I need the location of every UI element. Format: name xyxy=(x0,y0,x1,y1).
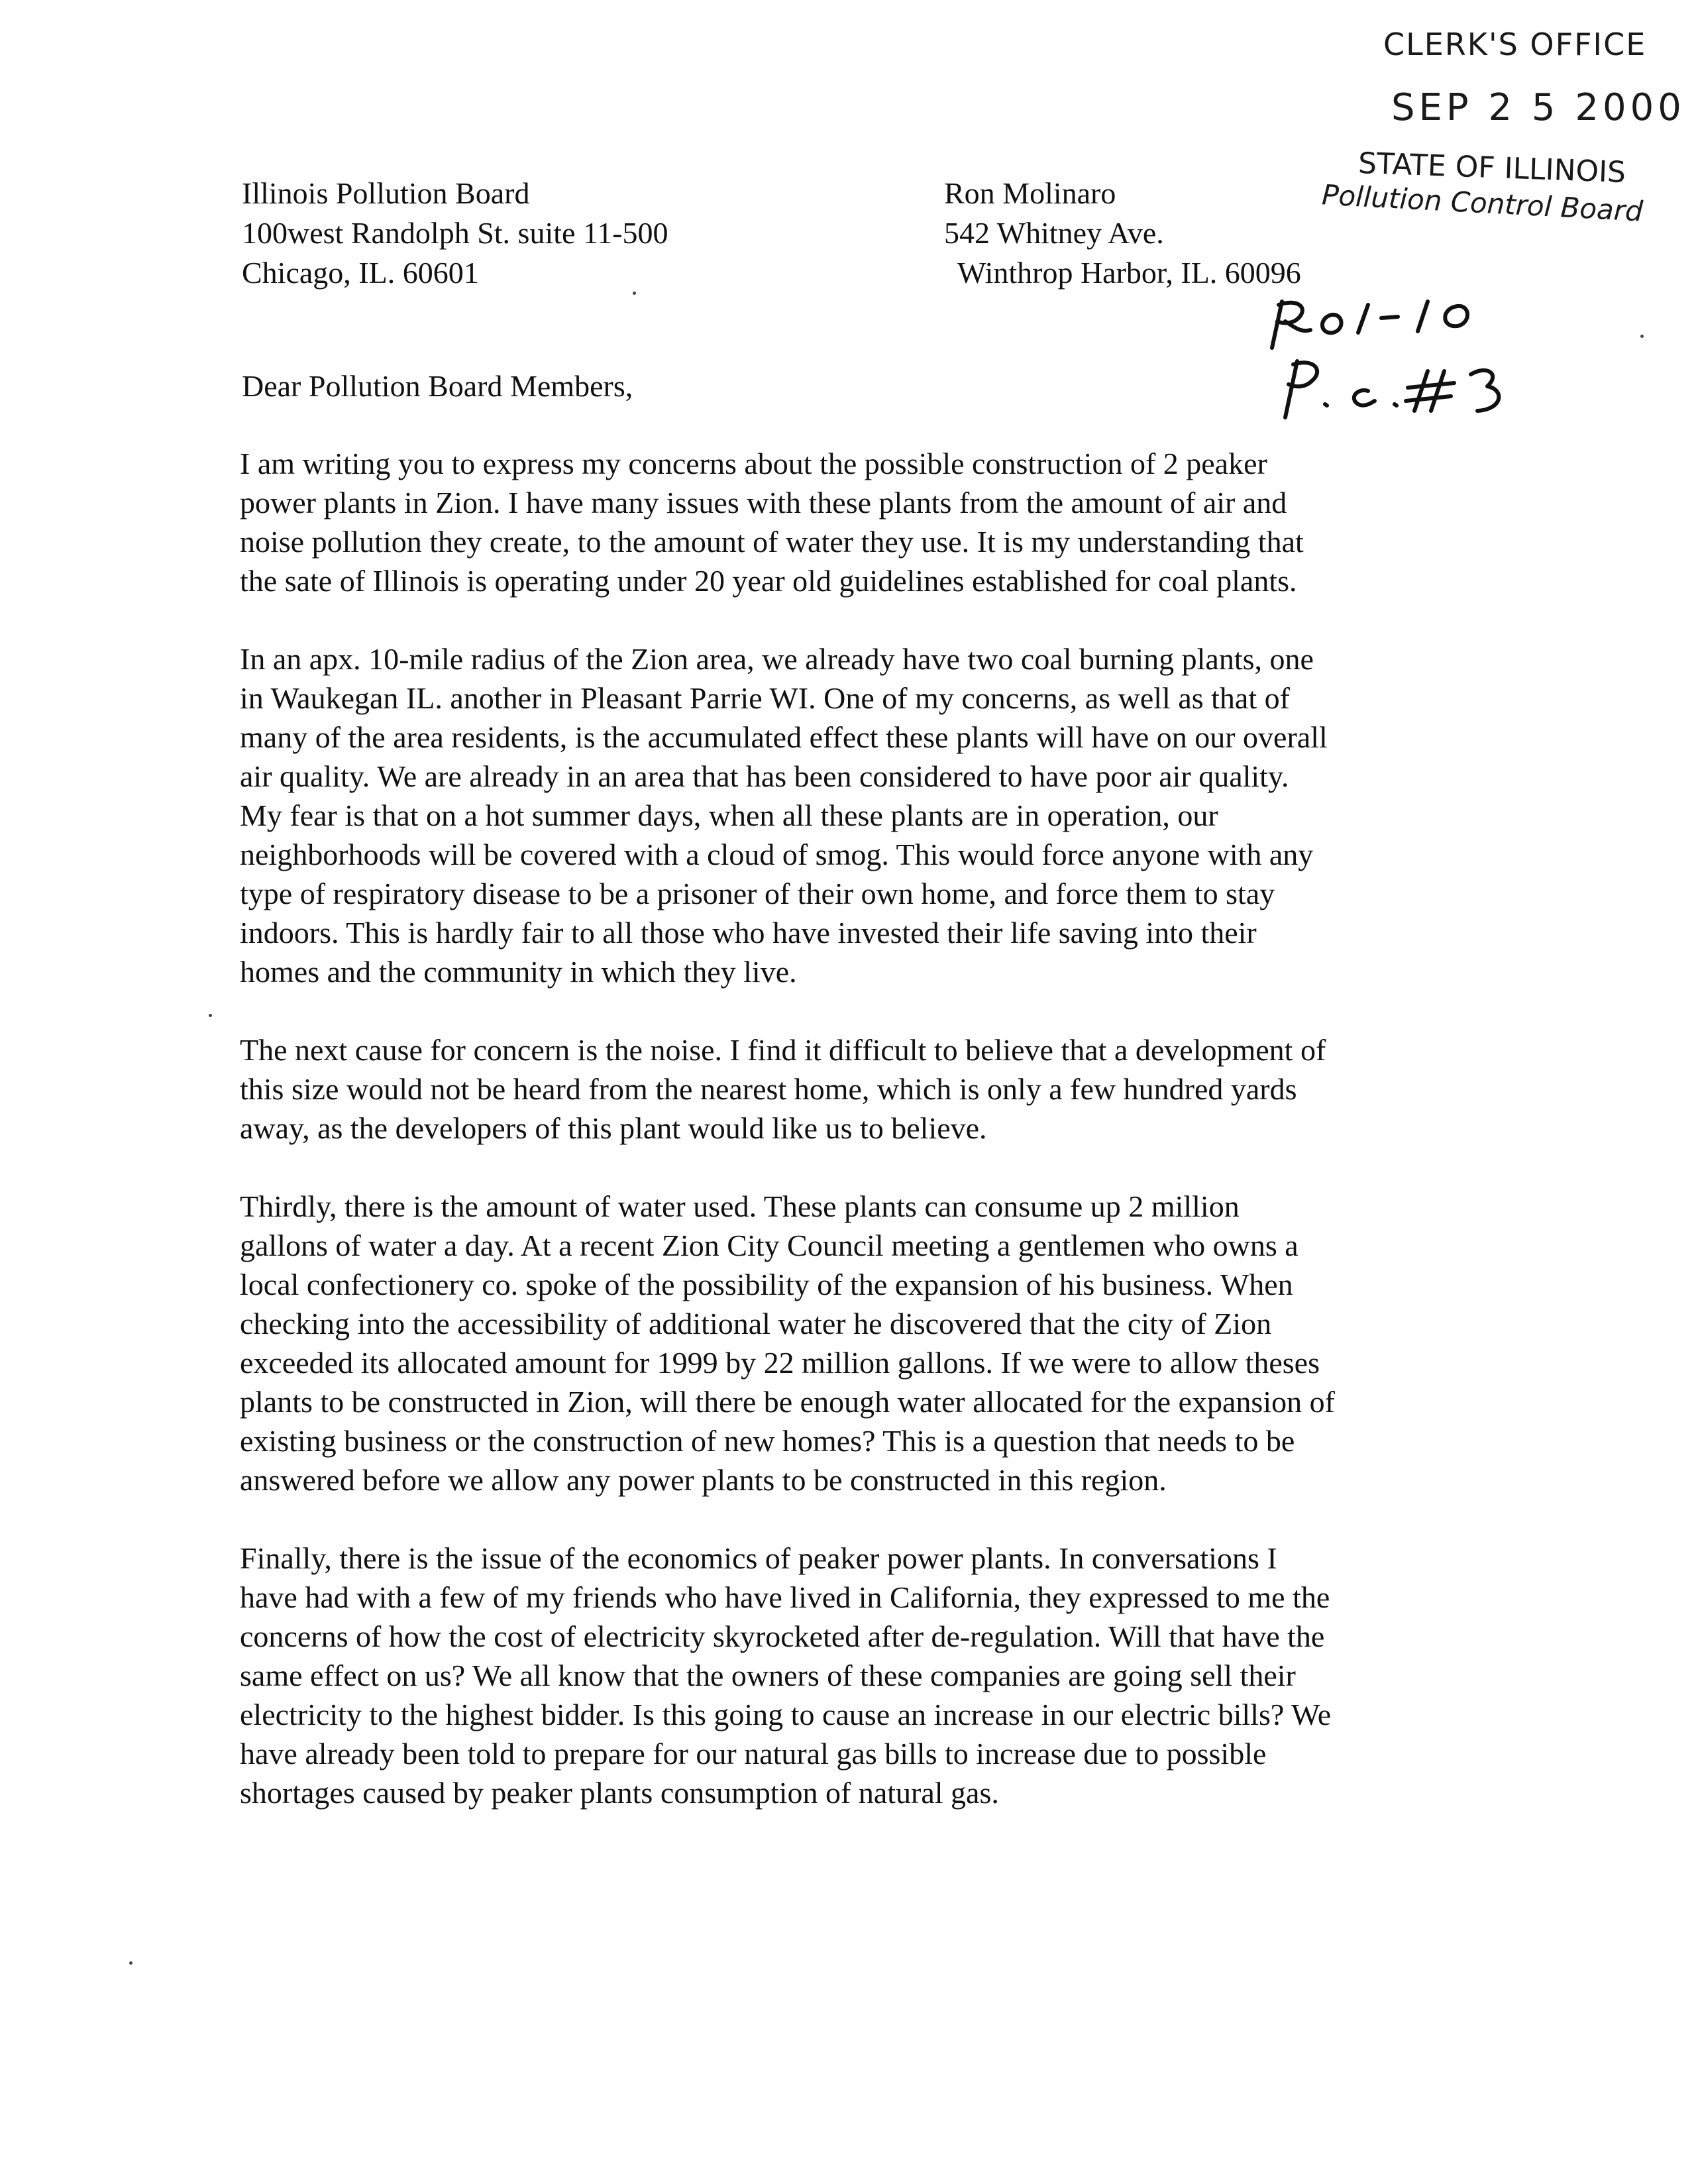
text-line: type of respiratory disease to be a prisoner of their own home, and force them to stay xyxy=(240,877,1275,910)
scan-speck xyxy=(633,292,636,295)
text-line: existing business or the construction of new homes? This is a question that needs to be xyxy=(240,1424,1295,1458)
clerks-office-stamp: CLERK'S OFFICE xyxy=(1383,27,1647,62)
text-line: checking into the accessibility of additional water he discovered that the city of Zion xyxy=(240,1307,1272,1340)
text-line: air quality. We are already in an area that has been considered to have poor air quality. xyxy=(240,759,1289,793)
salutation: Dear Pollution Board Members, xyxy=(242,369,633,403)
board-stamp: Pollution Control Board xyxy=(1321,178,1644,228)
text-line: this size would not be heard from the nearest home, which is only a few hundred yards xyxy=(240,1072,1297,1106)
text-line: neighborhoods will be covered with a cloud of smog. This would force anyone with any xyxy=(240,838,1314,871)
text-line: electricity to the highest bidder. Is this going to cause an increase in our electric bills? We xyxy=(240,1698,1332,1731)
text-line: in Waukegan IL. another in Pleasant Parrie WI. One of my concerns, as well as that of xyxy=(240,681,1290,715)
text-line: have already been told to prepare for our natural gas bills to increase due to possible xyxy=(240,1737,1267,1771)
recipient-line: Chicago, IL. 60601 xyxy=(242,256,479,290)
received-date-stamp: SEP 2 5 2000 xyxy=(1391,86,1685,129)
text-line: answered before we allow any power plants to be constructed in this region. xyxy=(240,1463,1167,1497)
recipient-line: Illinois Pollution Board xyxy=(242,176,530,210)
body-paragraph xyxy=(240,1539,1465,1812)
text-line: power plants in Zion. I have many issues with these plants from the amount of air and xyxy=(240,486,1287,519)
text-line: local confectionery co. spoke of the possibility of the expansion of his business. When xyxy=(240,1268,1293,1301)
text-line: I am writing you to express my concerns about the possible construction of 2 peaker xyxy=(240,447,1267,480)
sender-line: Ron Molinaro xyxy=(944,176,1116,210)
body-paragraph xyxy=(240,639,1465,991)
recipient-line: 100west Randolph St. suite 11-500 xyxy=(242,216,668,250)
text-line: have had with a few of my friends who have lived in California, they expressed to me the xyxy=(240,1580,1330,1614)
text-line: Finally, there is the issue of the economics of peaker power plants. In conversations I xyxy=(240,1541,1277,1575)
text-line: same effect on us? We all know that the owners of these companies are going sell their xyxy=(240,1659,1296,1692)
text-line: noise pollution they create, to the amount of water they use. It is my understanding that xyxy=(240,525,1304,559)
state-stamp: STATE OF ILLINOIS xyxy=(1357,146,1626,190)
sender-line: 542 Whitney Ave. xyxy=(944,216,1164,250)
text-line: indoors. This is hardly fair to all those who have invested their life saving into their xyxy=(240,916,1257,950)
scan-speck xyxy=(129,1961,132,1965)
text-line: homes and the community in which they live. xyxy=(240,955,797,989)
body-paragraph xyxy=(240,444,1465,600)
text-line: shortages caused by peaker plants consumption of natural gas. xyxy=(240,1776,999,1810)
text-line: concerns of how the cost of electricity skyrocketed after de-regulation. Will that have the xyxy=(240,1619,1325,1653)
text-line: The next cause for concern is the noise. I find it difficult to believe that a development of xyxy=(240,1033,1326,1067)
letter-body xyxy=(240,444,1465,1851)
text-line: My fear is that on a hot summer days, when all these plants are in operation, our xyxy=(240,798,1218,832)
text-line: the sate of Illinois is operating under 20 year old guidelines established for coal plants. xyxy=(240,564,1297,598)
text-line: gallons of water a day. At a recent Zion City Council meeting a gentlemen who owns a xyxy=(240,1228,1298,1262)
scan-speck xyxy=(1640,335,1644,338)
text-line: exceeded its allocated amount for 1999 by 22 million gallons. If we were to allow theses xyxy=(240,1346,1320,1380)
handwritten-docket-annotation xyxy=(1259,292,1557,424)
text-line: Thirdly, there is the amount of water used. These plants can consume up 2 million xyxy=(240,1189,1240,1223)
body-paragraph xyxy=(240,1187,1465,1500)
sender-address xyxy=(944,174,1301,293)
text-line: plants to be constructed in Zion, will there be enough water allocated for the expansion of xyxy=(240,1385,1335,1419)
text-line: many of the area residents, is the accumulated effect these plants will have on our overall xyxy=(240,720,1328,754)
scan-speck xyxy=(209,1014,212,1017)
text-line: In an apx. 10-mile radius of the Zion area, we already have two coal burning plants, one xyxy=(240,642,1314,676)
recipient-address xyxy=(242,174,668,293)
sender-line: Winthrop Harbor, IL. 60096 xyxy=(957,256,1301,290)
text-line: away, as the developers of this plant would like us to believe. xyxy=(240,1111,987,1145)
body-paragraph xyxy=(240,1030,1465,1148)
